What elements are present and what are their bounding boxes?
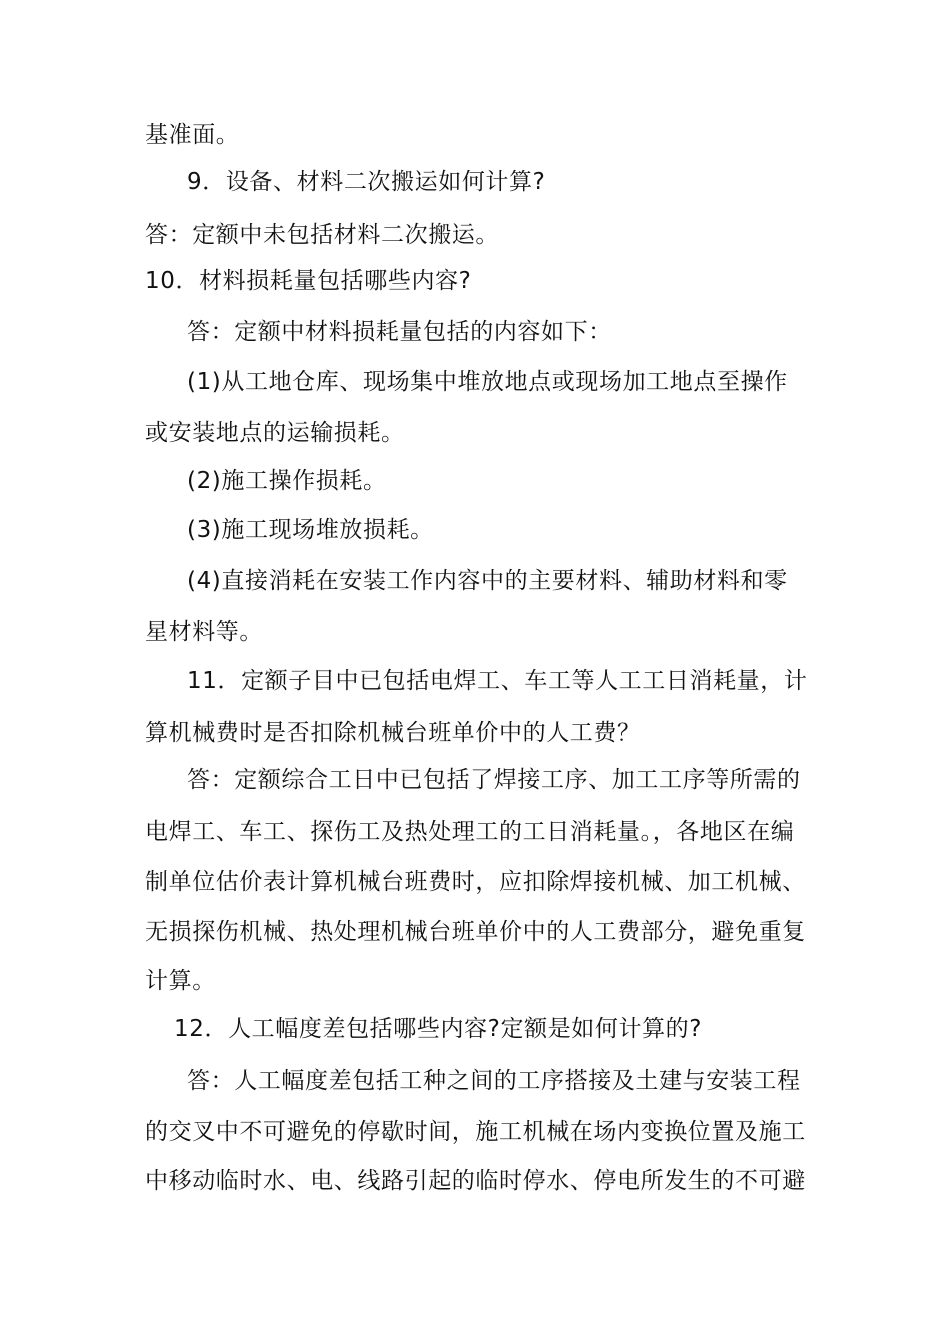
answer-11-line-3: 制单位估价表计算机械台班费时，应扣除焊接机械、加工机械、: [145, 869, 806, 895]
answer-9: 答：定额中未包括材料二次搬运。: [145, 222, 499, 248]
answer-10-item-3: (3)施工现场堆放损耗。: [187, 517, 434, 543]
answer-10-item-2: (2)施工操作损耗。: [187, 468, 387, 494]
answer-11-line-2: 电焊工、车工、探伤工及热处理工的工日消耗量。，各地区在编: [145, 819, 795, 845]
answer-10-item-4-line-1: (4)直接消耗在安装工作内容中的主要材料、辅助材料和零: [187, 568, 788, 594]
question-12: 12．人工幅度差包括哪些内容?定额是如何计算的?: [174, 1016, 703, 1042]
answer-10-intro: 答：定额中材料损耗量包括的内容如下：: [187, 319, 612, 345]
answer-10-item-1-line-1: (1)从工地仓库、现场集中堆放地点或现场加工地点至操作: [187, 369, 788, 395]
question-11-line-2: 算机械费时是否扣除机械台班单价中的人工费？: [145, 720, 641, 746]
answer-12-line-2: 的交叉中不可避免的停歇时间，施工机械在场内变换位置及施工: [145, 1119, 806, 1145]
question-9: 9．设备、材料二次搬运如何计算?: [187, 169, 546, 195]
text-line-1: 基准面。: [145, 122, 240, 148]
answer-12-line-3: 中移动临时水、电、线路引起的临时停水、停电所发生的不可避: [145, 1168, 806, 1194]
question-10: 10．材料损耗量包括哪些内容?: [145, 268, 472, 294]
answer-12-line-1: 答：人工幅度差包括工种之间的工序搭接及土建与安装工程: [187, 1068, 801, 1094]
answer-10-item-1-line-2: 或安装地点的运输损耗。: [145, 420, 405, 446]
answer-11-line-4: 无损探伤机械、热处理机械台班单价中的人工费部分，避免重复: [145, 919, 806, 945]
question-11-line-1: 11．定额子目中已包括电焊工、车工等人工工日消耗量，计: [187, 668, 808, 694]
answer-10-item-4-line-2: 星材料等。: [145, 619, 263, 645]
answer-11-line-5: 计算。: [145, 968, 216, 994]
answer-11-line-1: 答：定额综合工日中已包括了焊接工序、加工工序等所需的: [187, 767, 801, 793]
